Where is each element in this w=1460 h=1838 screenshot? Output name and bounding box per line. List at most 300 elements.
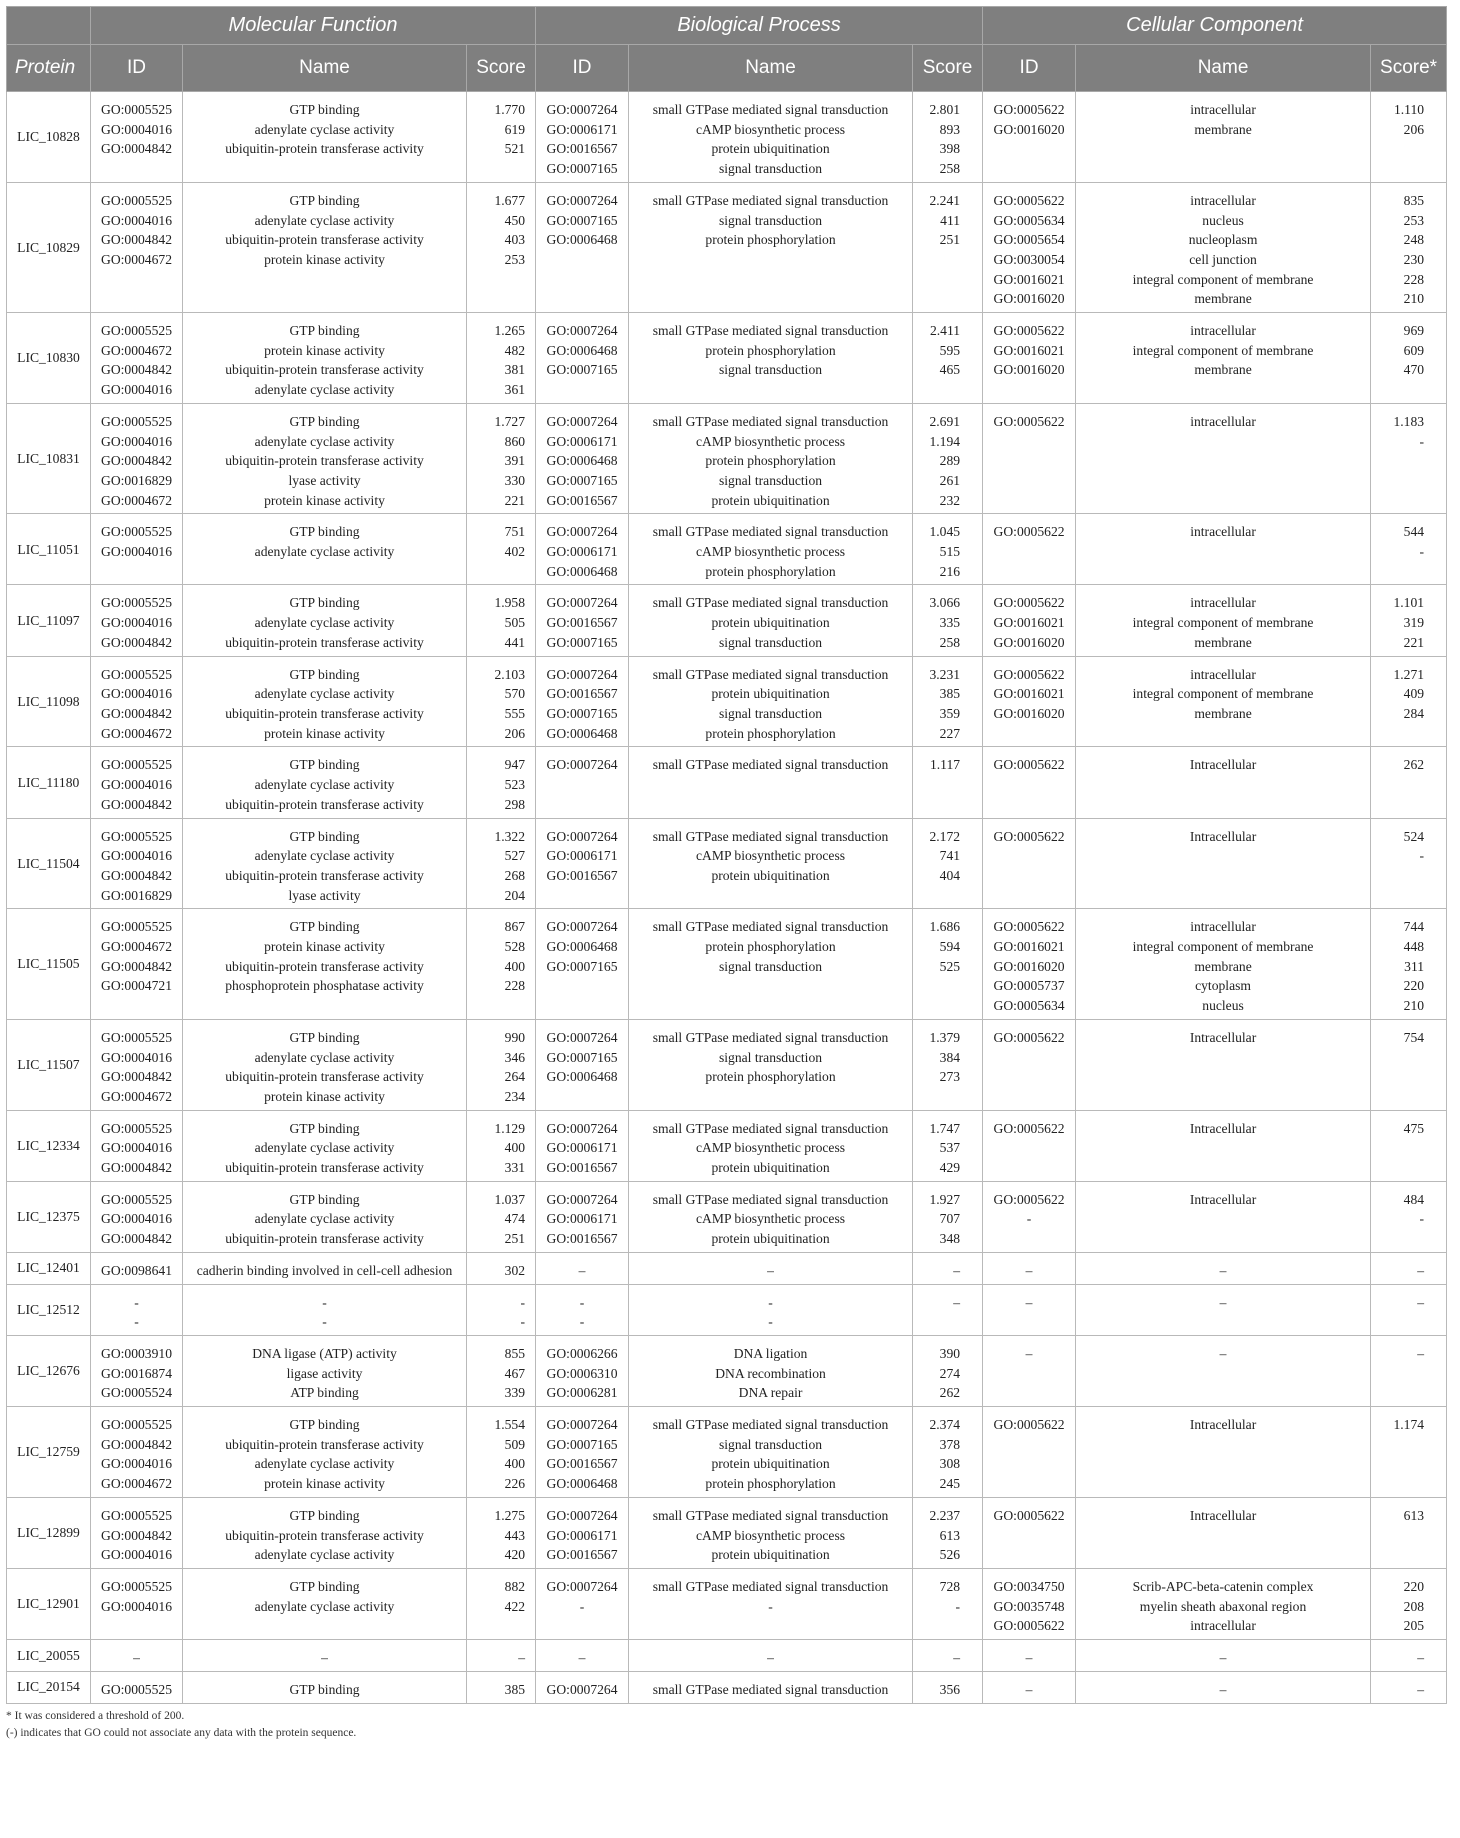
mf-score-value: 400 (504, 958, 526, 974)
bp-id-value: GO:0007264 (546, 1191, 618, 1207)
mf-score-value: 402 (504, 544, 526, 560)
mf-score-value: 474 (504, 1211, 526, 1227)
mf-score-cell (467, 313, 536, 404)
mf-id-value: GO:0005525 (101, 1191, 172, 1207)
bp-id-value: GO:0016567 (546, 1456, 618, 1472)
mf-score-value: 381 (504, 362, 526, 378)
bp-id-value: – (578, 1650, 586, 1666)
bp-score-cell (913, 1497, 983, 1568)
bp-name-cell (629, 1569, 913, 1640)
bp-id-value: GO:0007264 (546, 1029, 618, 1045)
go-annotation-table (6, 6, 1447, 1704)
bp-name-value: protein phosphorylation (705, 563, 836, 579)
mf-id-cell (91, 747, 183, 818)
mf-score-cell (467, 1407, 536, 1498)
bp-id-value: GO:0006468 (546, 563, 618, 579)
mf-id-value: GO:0004016 (101, 1456, 172, 1472)
table-row (7, 1019, 1447, 1110)
mf-name-value: adenylate cyclase activity (254, 1598, 395, 1614)
mf-name-value: adenylate cyclase activity (254, 1140, 395, 1156)
column-header-mf-name: Name (183, 45, 467, 92)
mf-score-value: 509 (504, 1436, 526, 1452)
mf-score-value: 947 (504, 757, 526, 773)
mf-id-value: GO:0004672 (101, 251, 172, 267)
bp-name-value: signal transduction (718, 1049, 823, 1065)
mf-score-value: 1.275 (494, 1507, 526, 1523)
mf-id-value: GO:0005524 (101, 1385, 172, 1401)
cc-name-value: Intracellular (1189, 1120, 1257, 1136)
column-header-mf-score: Score (467, 45, 536, 92)
cc-score-value: 210 (1403, 998, 1425, 1014)
bp-id-value: GO:0006468 (546, 232, 618, 248)
bp-name-value: small GTPase mediated signal transduction (652, 192, 889, 208)
bp-name-cell (629, 747, 913, 818)
cc-name-value: intracellular (1190, 102, 1256, 117)
cc-name-value: Intracellular (1189, 828, 1257, 844)
bp-id-cell (536, 1284, 629, 1335)
cc-id-cell (983, 585, 1076, 656)
cc-id-value: GO:0005622 (993, 828, 1065, 844)
cc-score-value: 744 (1403, 919, 1425, 935)
cc-id-cell (983, 1569, 1076, 1640)
bp-score-value: 385 (939, 686, 961, 702)
cc-score-value: 1.183 (1393, 413, 1425, 429)
mf-id-value: GO:0004016 (101, 777, 172, 793)
cc-name-value: – (1219, 1294, 1227, 1310)
cc-id-cell (983, 1252, 1076, 1284)
mf-name-value: ubiquitin-protein transferase activity (225, 1436, 424, 1452)
protein-cell: LIC_10830 (7, 313, 91, 404)
mf-id-value: GO:0004016 (101, 686, 172, 702)
bp-id-value: GO:0007264 (546, 192, 618, 208)
bp-name-value: small GTPase mediated signal transduction (652, 919, 889, 935)
mf-name-value: GTP binding (289, 666, 360, 682)
bp-score-cell (913, 909, 983, 1020)
bp-id-value: GO:0007165 (546, 362, 618, 378)
cc-score-cell (1371, 1252, 1447, 1284)
column-header-bp-id: ID (536, 45, 629, 92)
mf-id-value: GO:0004016 (101, 433, 172, 449)
bp-score-value: – (953, 1650, 961, 1666)
bp-score-value: 411 (940, 212, 961, 228)
mf-name-value: ubiquitin-protein transferase activity (225, 1160, 424, 1176)
mf-name-cell (183, 1110, 467, 1181)
mf-id-cell (91, 1335, 183, 1406)
bp-score-value: 359 (939, 705, 961, 721)
mf-name-cell (183, 1252, 467, 1284)
cc-score-cell (1371, 1284, 1447, 1335)
mf-score-value: 228 (504, 978, 526, 994)
bp-id-cell (536, 1407, 629, 1498)
cc-score-cell (1371, 1497, 1447, 1568)
mf-name-value: adenylate cyclase activity (254, 212, 395, 228)
mf-id-value: GO:0016829 (101, 472, 172, 488)
table-header (7, 7, 1447, 92)
bp-score-value: 390 (939, 1345, 961, 1361)
mf-id-value: GO:0004016 (101, 615, 172, 631)
cc-id-value: GO:0005634 (993, 998, 1065, 1014)
cc-id-value: GO:0016021 (993, 271, 1065, 287)
cc-name-value: membrane (1194, 121, 1252, 137)
protein-cell: LIC_12512 (7, 1284, 91, 1335)
bp-score-value: 613 (939, 1527, 961, 1543)
bp-id-value: GO:0006171 (546, 1140, 618, 1156)
bp-score-value: 429 (939, 1160, 961, 1176)
cc-score-value: 210 (1403, 291, 1425, 307)
mf-score-value: 302 (504, 1262, 526, 1278)
mf-name-cell (183, 1181, 467, 1252)
cc-id-value: GO:0016020 (993, 705, 1065, 721)
mf-score-cell (467, 1640, 536, 1672)
bp-id-value: GO:0006171 (546, 848, 618, 864)
bp-id-value: GO:0006266 (546, 1345, 618, 1361)
mf-id-value: GO:0004842 (101, 1160, 172, 1176)
cc-score-value: 248 (1403, 232, 1425, 248)
mf-name-value: protein kinase activity (264, 725, 385, 741)
bp-name-value: small GTPase mediated signal transduction (652, 1120, 889, 1136)
mf-id-value: GO:0004842 (101, 141, 172, 157)
mf-score-value: 1.265 (494, 323, 526, 339)
mf-score-value: 1.037 (494, 1191, 526, 1207)
bp-name-value: - (768, 1598, 773, 1614)
cc-id-value: GO:0016021 (993, 342, 1065, 358)
mf-id-value: GO:0004842 (101, 362, 172, 378)
mf-id-value: GO:0098641 (101, 1262, 172, 1278)
bp-id-value: GO:0007264 (546, 666, 618, 682)
bp-score-value: 335 (939, 615, 961, 631)
cc-name-value: integral component of membrane (1132, 939, 1314, 955)
mf-score-cell (467, 1671, 536, 1703)
cc-name-value: Intracellular (1189, 1029, 1257, 1045)
table-row (7, 403, 1447, 514)
cc-id-value: GO:0016020 (993, 291, 1065, 307)
cc-name-value: nucleoplasm (1188, 232, 1258, 248)
mf-id-value: GO:0005525 (101, 1120, 172, 1136)
bp-id-value: GO:0006171 (546, 121, 618, 137)
cc-score-value: 475 (1403, 1120, 1425, 1136)
table-row (7, 1181, 1447, 1252)
bp-name-value: protein phosphorylation (705, 342, 836, 358)
cc-name-cell (1076, 1407, 1371, 1498)
cc-score-value: 208 (1403, 1598, 1425, 1614)
cc-id-value: GO:0016020 (993, 362, 1065, 378)
cc-score-cell (1371, 1335, 1447, 1406)
mf-score-cell (467, 403, 536, 514)
mf-score-value: 385 (504, 1681, 526, 1697)
cc-score-cell (1371, 182, 1447, 312)
cc-score-value: 221 (1403, 634, 1425, 650)
mf-name-value: ATP binding (290, 1385, 359, 1401)
bp-id-cell (536, 656, 629, 747)
cc-id-value: GO:0005622 (993, 595, 1065, 611)
bp-name-value: small GTPase mediated signal transduction (652, 757, 889, 773)
mf-name-value: GTP binding (289, 1507, 360, 1523)
cc-score-value: 262 (1403, 757, 1425, 773)
protein-cell: LIC_11507 (7, 1019, 91, 1110)
cc-name-value: cell junction (1189, 251, 1257, 267)
cc-id-value: – (1025, 1681, 1033, 1697)
bp-score-value: 595 (939, 342, 961, 358)
mf-id-value: GO:0004842 (101, 1231, 172, 1247)
cc-id-value: – (1025, 1262, 1033, 1278)
mf-score-cell (467, 1569, 536, 1640)
cc-name-value: nucleus (1202, 998, 1244, 1014)
mf-name-cell (183, 1335, 467, 1406)
cc-score-value: – (1417, 1681, 1425, 1697)
mf-score-value: 521 (504, 141, 526, 157)
cc-name-value: intracellular (1190, 919, 1256, 935)
bp-id-value: GO:0007165 (546, 634, 618, 650)
group-header-molecular-function: Molecular Function (91, 7, 536, 45)
bp-score-value: 728 (939, 1579, 961, 1594)
cc-name-value: integral component of membrane (1132, 686, 1314, 702)
bp-id-value: GO:0007264 (546, 524, 618, 540)
cc-id-cell (983, 818, 1076, 909)
mf-score-value: 443 (504, 1527, 526, 1543)
mf-score-cell (467, 1497, 536, 1568)
mf-name-value: adenylate cyclase activity (254, 777, 395, 793)
cc-score-cell (1371, 1019, 1447, 1110)
bp-name-value: cAMP biosynthetic process (696, 121, 846, 137)
bp-id-value: GO:0006171 (546, 544, 618, 560)
bp-name-cell (629, 1407, 913, 1498)
mf-name-value: ubiquitin-protein transferase activity (225, 232, 424, 248)
mf-score-value: 1.554 (494, 1417, 526, 1433)
bp-id-cell (536, 1181, 629, 1252)
mf-id-value: GO:0004016 (101, 1547, 172, 1563)
mf-score-cell (467, 585, 536, 656)
mf-name-value: ubiquitin-protein transferase activity (225, 141, 424, 157)
mf-name-value: ubiquitin-protein transferase activity (225, 705, 424, 721)
cc-score-value: - (1419, 433, 1425, 449)
bp-name-value: protein ubiquitination (711, 686, 830, 702)
mf-name-value: ubiquitin-protein transferase activity (225, 1231, 424, 1247)
mf-id-value: GO:0016874 (101, 1365, 172, 1381)
cc-id-value: GO:0005622 (993, 323, 1065, 339)
group-header-row (7, 7, 1447, 45)
mf-id-cell (91, 1019, 183, 1110)
bp-score-cell (913, 1019, 983, 1110)
bp-id-value: GO:0007165 (546, 958, 618, 974)
cc-id-cell (983, 1671, 1076, 1703)
bp-name-value: signal transduction (718, 161, 823, 177)
mf-name-cell (183, 1497, 467, 1568)
bp-id-value: GO:0007264 (546, 413, 618, 429)
cc-score-value: 1.101 (1393, 595, 1425, 611)
cc-name-cell (1076, 313, 1371, 404)
mf-score-cell (467, 1181, 536, 1252)
bp-name-cell (629, 909, 913, 1020)
protein-cell: LIC_10828 (7, 92, 91, 183)
bp-id-cell (536, 1671, 629, 1703)
bp-name-value: small GTPase mediated signal transduction (652, 666, 889, 682)
mf-score-value: 403 (504, 232, 526, 248)
bp-score-cell (913, 1640, 983, 1672)
cc-id-value: GO:0005622 (993, 1029, 1065, 1045)
table-row (7, 1640, 1447, 1672)
mf-name-cell (183, 1284, 467, 1335)
mf-score-cell (467, 1110, 536, 1181)
cc-id-value: GO:0016021 (993, 686, 1065, 702)
mf-score-value: 570 (504, 686, 526, 702)
cc-score-cell (1371, 1640, 1447, 1672)
bp-id-value: GO:0016567 (546, 615, 618, 631)
bp-score-value: 2.241 (929, 192, 961, 208)
mf-id-value: GO:0005525 (101, 413, 172, 429)
bp-score-value: 893 (939, 121, 961, 137)
cc-score-value: 609 (1403, 342, 1425, 358)
cc-id-value: GO:0005622 (993, 1507, 1065, 1523)
cc-id-value: - (1026, 1211, 1032, 1227)
mf-name-cell (183, 514, 467, 585)
bp-score-value: 308 (939, 1456, 961, 1472)
mf-id-cell (91, 1671, 183, 1703)
protein-cell: LIC_12334 (7, 1110, 91, 1181)
cc-id-cell (983, 92, 1076, 183)
mf-id-cell (91, 1284, 183, 1335)
bp-id-value: GO:0006171 (546, 1527, 618, 1543)
mf-name-value: GTP binding (289, 828, 360, 844)
bp-id-value: GO:0016567 (546, 1160, 618, 1176)
mf-name-cell (183, 909, 467, 1020)
cc-name-cell (1076, 514, 1371, 585)
mf-name-value: phosphoprotein phosphatase activity (225, 978, 424, 994)
mf-id-value: - (134, 1294, 139, 1310)
mf-name-value: protein kinase activity (264, 1476, 385, 1492)
mf-name-value: DNA ligase (ATP) activity (252, 1345, 397, 1361)
bp-score-cell (913, 818, 983, 909)
cc-id-cell (983, 1284, 1076, 1335)
bp-name-cell (629, 1181, 913, 1252)
bp-name-value: small GTPase mediated signal transduction (652, 828, 889, 844)
cc-id-value: GO:0005622 (993, 1417, 1065, 1433)
mf-score-value: 1.770 (494, 102, 526, 117)
column-header-cc-name: Name (1076, 45, 1371, 92)
bp-name-cell (629, 1671, 913, 1703)
mf-id-cell (91, 1640, 183, 1672)
bp-id-value: GO:0007165 (546, 161, 618, 177)
mf-id-value: GO:0004672 (101, 725, 172, 741)
bp-name-cell (629, 1019, 913, 1110)
mf-score-value: 855 (504, 1345, 526, 1361)
mf-name-value: adenylate cyclase activity (254, 686, 395, 702)
mf-id-value: GO:0005525 (101, 1579, 172, 1594)
protein-cell: LIC_12899 (7, 1497, 91, 1568)
mf-score-value: 523 (504, 777, 526, 793)
cc-score-value: 613 (1403, 1507, 1425, 1523)
bp-id-value: GO:0007165 (546, 472, 618, 488)
cc-id-value: GO:0005622 (993, 1191, 1065, 1207)
protein-cell: LIC_10831 (7, 403, 91, 514)
bp-score-cell (913, 514, 983, 585)
bp-name-value: signal transduction (718, 705, 823, 721)
cc-id-value: GO:0005634 (993, 212, 1065, 228)
cc-score-cell (1371, 747, 1447, 818)
bp-score-cell (913, 1110, 983, 1181)
table-row (7, 313, 1447, 404)
cc-id-value: GO:0016021 (993, 615, 1065, 631)
cc-name-cell (1076, 1019, 1371, 1110)
table-row (7, 585, 1447, 656)
table-row (7, 1671, 1447, 1703)
cc-id-value: GO:0005622 (993, 192, 1065, 208)
mf-name-value: GTP binding (289, 595, 360, 611)
mf-name-value: adenylate cyclase activity (254, 615, 395, 631)
cc-id-cell (983, 1335, 1076, 1406)
mf-id-value: GO:0005525 (101, 1507, 172, 1523)
mf-id-value: - (134, 1314, 139, 1330)
cc-id-value: – (1025, 1650, 1033, 1666)
mf-score-value: 204 (504, 887, 526, 903)
bp-name-value: small GTPase mediated signal transduction (652, 413, 889, 429)
bp-id-value: GO:0007264 (546, 1579, 618, 1594)
table-row (7, 747, 1447, 818)
cc-id-cell (983, 1019, 1076, 1110)
bp-name-cell (629, 1640, 913, 1672)
cc-name-cell (1076, 1640, 1371, 1672)
mf-name-cell (183, 92, 467, 183)
mf-name-cell (183, 585, 467, 656)
mf-id-value: GO:0005525 (101, 666, 172, 682)
cc-id-value: GO:0005622 (993, 1120, 1065, 1136)
column-header-mf-id: ID (91, 45, 183, 92)
bp-name-value: protein ubiquitination (711, 1160, 830, 1176)
cc-score-value: 484 (1403, 1191, 1425, 1207)
mf-id-value: GO:0005525 (101, 524, 172, 540)
mf-score-value: 867 (504, 919, 526, 935)
mf-score-cell (467, 92, 536, 183)
mf-score-value: 990 (504, 1029, 526, 1045)
bp-name-value: cAMP biosynthetic process (696, 1140, 846, 1156)
cc-id-value: GO:0005622 (993, 524, 1065, 540)
cc-id-value: GO:0016020 (993, 634, 1065, 650)
cc-name-cell (1076, 403, 1371, 514)
mf-name-value: protein kinase activity (264, 342, 385, 358)
cc-score-value: 1.110 (1393, 102, 1425, 117)
footnote-threshold: * It was considered a threshold of 200. (6, 1709, 185, 1722)
cc-score-value: 228 (1403, 271, 1425, 287)
table-body (7, 92, 1447, 1704)
bp-name-value: signal transduction (718, 634, 823, 650)
bp-name-cell (629, 656, 913, 747)
bp-score-value: 404 (939, 867, 961, 883)
bp-score-value: 1.927 (929, 1191, 961, 1207)
mf-score-value: 505 (504, 615, 526, 631)
bp-name-cell (629, 514, 913, 585)
bp-score-value: 289 (939, 453, 961, 469)
table-row (7, 92, 1447, 183)
cc-score-value: 409 (1403, 686, 1425, 702)
mf-score-value: 860 (504, 433, 526, 449)
mf-name-value: ubiquitin-protein transferase activity (225, 796, 424, 812)
cc-score-cell (1371, 656, 1447, 747)
cc-score-value: 284 (1403, 705, 1425, 721)
bp-name-value: signal transduction (718, 212, 823, 228)
bp-name-value: protein phosphorylation (705, 725, 836, 741)
bp-id-cell (536, 747, 629, 818)
cc-name-cell (1076, 92, 1371, 183)
mf-name-value: GTP binding (289, 1579, 360, 1594)
cc-id-value: – (1025, 1345, 1033, 1361)
mf-id-cell (91, 1181, 183, 1252)
mf-id-value: GO:0004016 (101, 544, 172, 560)
protein-cell: LIC_11097 (7, 585, 91, 656)
mf-score-value: 420 (504, 1547, 526, 1563)
cc-id-cell (983, 747, 1076, 818)
bp-score-value: 384 (939, 1049, 961, 1065)
bp-name-value: protein phosphorylation (705, 453, 836, 469)
cc-name-cell (1076, 818, 1371, 909)
